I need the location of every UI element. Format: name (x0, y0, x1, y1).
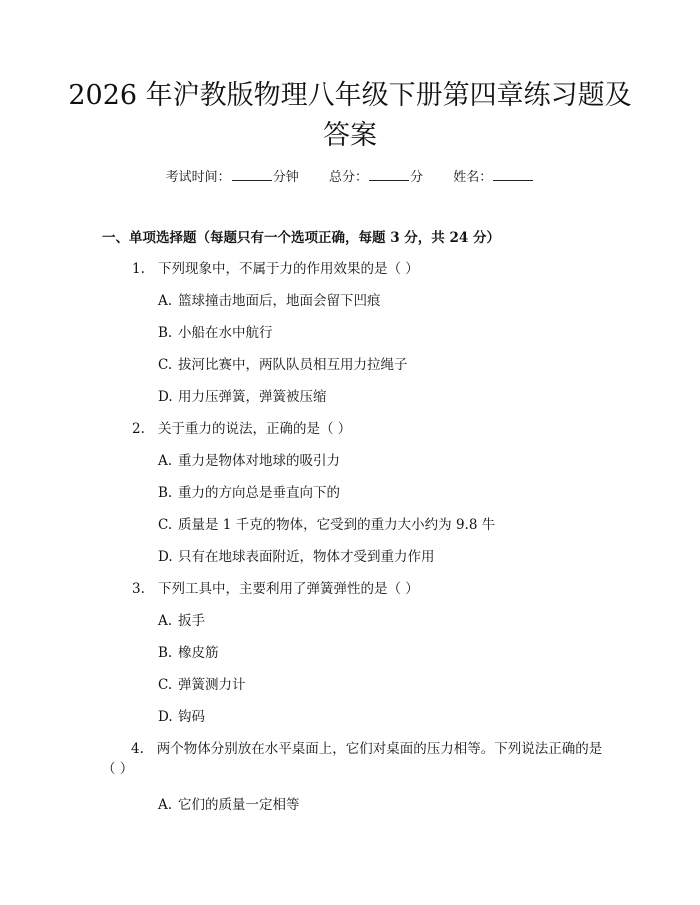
option-letter: C. (158, 357, 173, 373)
question-4 (102, 739, 608, 779)
option-letter: D. (158, 389, 173, 405)
question-3-option-c (158, 675, 246, 695)
option-text: 拔河比赛中，两队队员相互用力拉绳子 (178, 357, 408, 373)
question-1 (102, 259, 602, 279)
question-1-option-a (158, 291, 381, 311)
total-score-blank (369, 168, 409, 181)
question-2-option-a (158, 451, 340, 471)
option-letter: C. (158, 517, 173, 533)
question-3 (102, 579, 602, 599)
option-text: 重力的方向总是垂直向下的 (178, 485, 340, 501)
option-letter: A. (158, 293, 173, 309)
question-1-option-d (158, 387, 327, 407)
question-2-option-c (158, 515, 495, 535)
question-4-option-a (158, 795, 300, 815)
option-letter: A. (158, 797, 173, 813)
exam-time-unit: 分钟 (272, 170, 299, 185)
student-name-label: 姓名： (453, 170, 493, 185)
total-score-unit: 分 (410, 170, 424, 185)
option-letter: A. (158, 453, 173, 469)
option-text: 只有在地球表面附近，物体才受到重力作用 (178, 549, 435, 565)
option-text: 重力是物体对地球的吸引力 (178, 453, 340, 469)
question-number: 2. (132, 421, 145, 437)
option-letter: D. (158, 709, 173, 725)
question-number: 1. (132, 261, 145, 277)
question-3-option-d (158, 707, 205, 727)
option-text: 弹簧测力计 (178, 677, 246, 693)
option-text: 篮球撞击地面后，地面会留下凹痕 (178, 293, 381, 309)
question-3-option-a (158, 611, 205, 631)
question-2-option-d (158, 547, 435, 567)
option-text: 用力压弹簧，弹簧被压缩 (178, 389, 327, 405)
question-text: 下列现象中，不属于力的作用效果的是（ ） (158, 261, 419, 277)
option-letter: B. (158, 645, 173, 661)
option-text: 钩码 (178, 709, 205, 725)
question-2-option-b (158, 483, 340, 503)
question-1-option-c (158, 355, 408, 375)
option-text: 橡皮筋 (178, 645, 219, 661)
option-letter: C. (158, 677, 173, 693)
exam-info-line (0, 168, 700, 187)
option-letter: B. (158, 485, 173, 501)
question-text: 关于重力的说法，正确的是（ ） (158, 421, 352, 437)
option-text: 小船在水中航行 (178, 325, 273, 341)
student-name-blank (493, 168, 533, 181)
option-text: 质量是 1 千克的物体，它受到的重力大小约为 9.8 牛 (178, 517, 496, 533)
question-3-option-b (158, 643, 219, 663)
option-letter: B. (158, 325, 173, 341)
exam-time-label: 考试时间： (165, 170, 231, 185)
option-letter: D. (158, 549, 173, 565)
option-letter: A. (158, 613, 173, 629)
option-text: 扳手 (178, 613, 205, 629)
question-text: 两个物体分别放在水平桌面上，它们对桌面的压力相等。下列说法正确的是（ ） (102, 741, 603, 777)
section-heading: 一、单项选择题（每题只有一个选项正确，每题 3 分，共 24 分） (102, 230, 500, 246)
question-number: 3. (132, 581, 145, 597)
exam-time-blank (232, 168, 272, 181)
page-title: 2026 年沪教版物理八年级下册第四章练习题及答案 (68, 80, 632, 151)
question-number: 4. (131, 741, 144, 757)
option-text: 它们的质量一定相等 (178, 797, 300, 813)
question-2 (102, 419, 602, 439)
question-1-option-b (158, 323, 273, 343)
total-score-label: 总分： (328, 170, 368, 185)
question-text: 下列工具中，主要利用了弹簧弹性的是（ ） (158, 581, 419, 597)
